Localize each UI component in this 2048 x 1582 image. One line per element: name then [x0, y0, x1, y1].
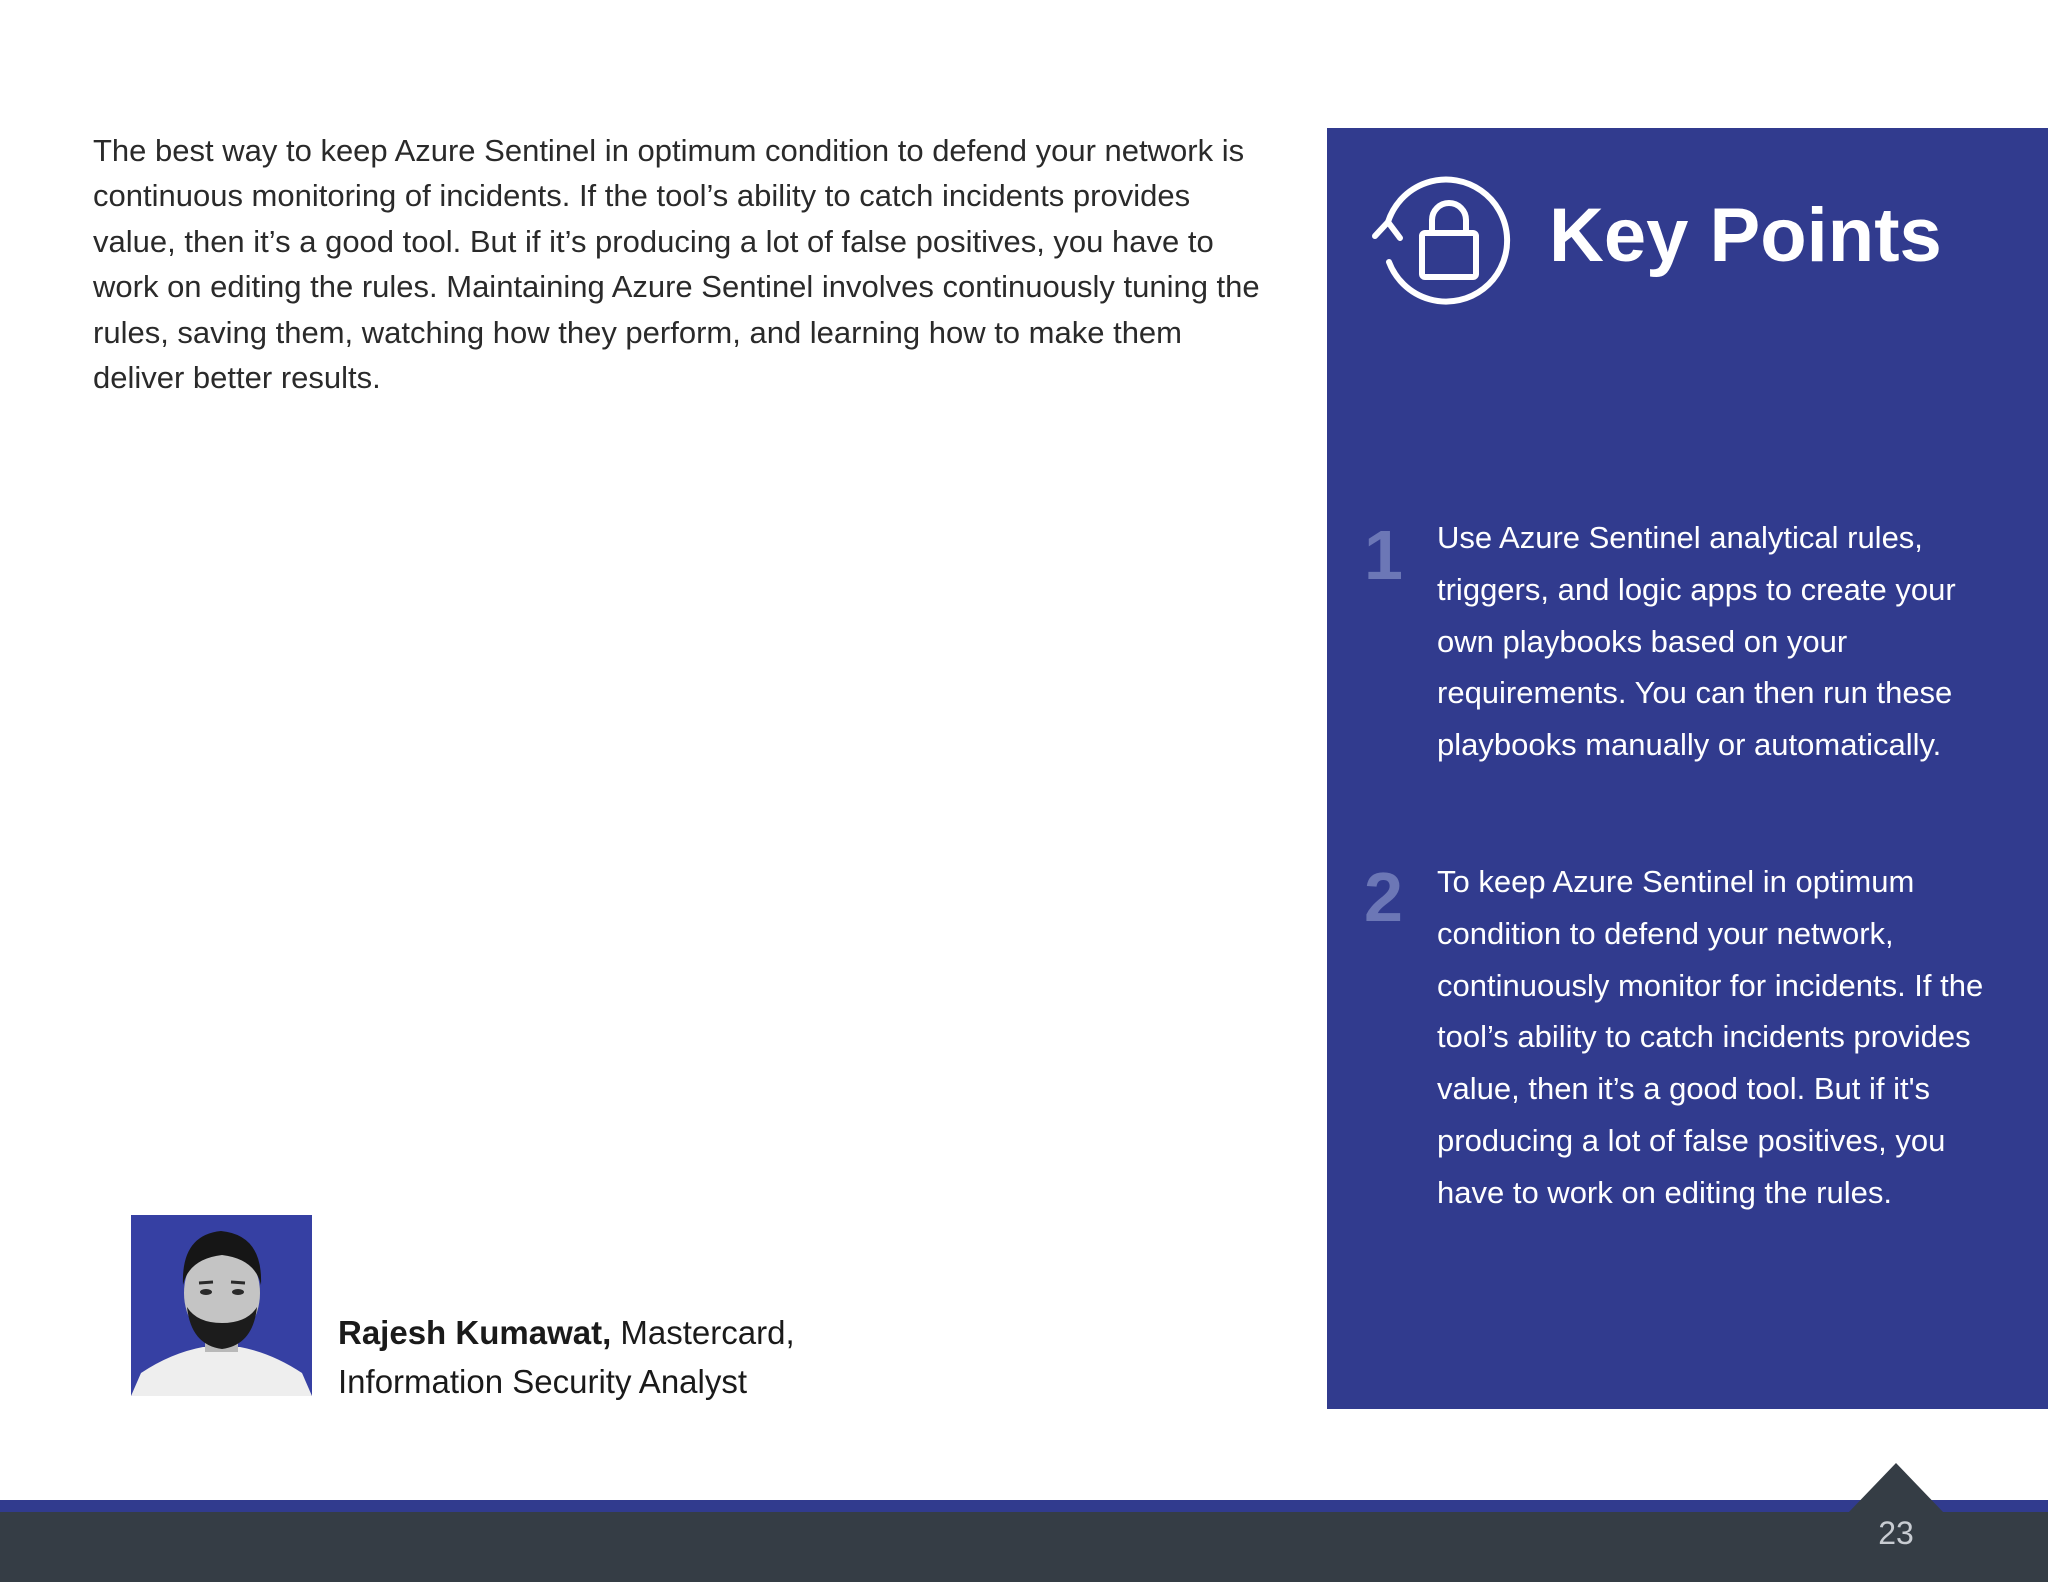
- author-photo: [131, 1215, 312, 1396]
- key-points-title: Key Points: [1549, 193, 1942, 278]
- author-credit: [338, 1308, 795, 1406]
- key-point-number: 1: [1364, 516, 1403, 594]
- footer-stripe: [0, 1500, 2048, 1512]
- author-portrait: [131, 1215, 312, 1396]
- author-company: Mastercard,: [611, 1314, 795, 1351]
- key-point-text: To keep Azure Sentinel in optimum condition to defend your network, continuously monitor for incidents. If the tool’s ability to catch incidents provides value, then it’s a good tool. But if it's producing a lot of false positives, you have to work on editing the rules.: [1437, 864, 1984, 1210]
- intro-paragraph: The best way to keep Azure Sentinel in optimum condition to defend your network is continuous monitoring of incidents. If the tool’s ability to catch incidents provides value, then it’s a good tool. But if it’s producing a lot of false positives, you have to work on editing the rules. Maintaining Azure Sentinel involves continuously tuning the rules, saving them, watching how they perform, and learning how to make them deliver better results.: [93, 133, 1260, 396]
- author-name: Rajesh Kumawat,: [338, 1314, 612, 1351]
- key-points-panel: [1327, 128, 2048, 1409]
- key-point-number: 2: [1364, 858, 1403, 936]
- page-tab: [1848, 1463, 1944, 1513]
- lock-refresh-icon: [1362, 170, 1512, 310]
- author-role: Information Security Analyst: [338, 1363, 748, 1400]
- page-number: 23: [1878, 1515, 1914, 1551]
- key-point-text: Use Azure Sentinel analytical rules, triggers, and logic apps to create your own playbooks based on your requirements. You can then run these playbooks manually or automatically.: [1437, 520, 1956, 763]
- footer-bar: [0, 1512, 2048, 1582]
